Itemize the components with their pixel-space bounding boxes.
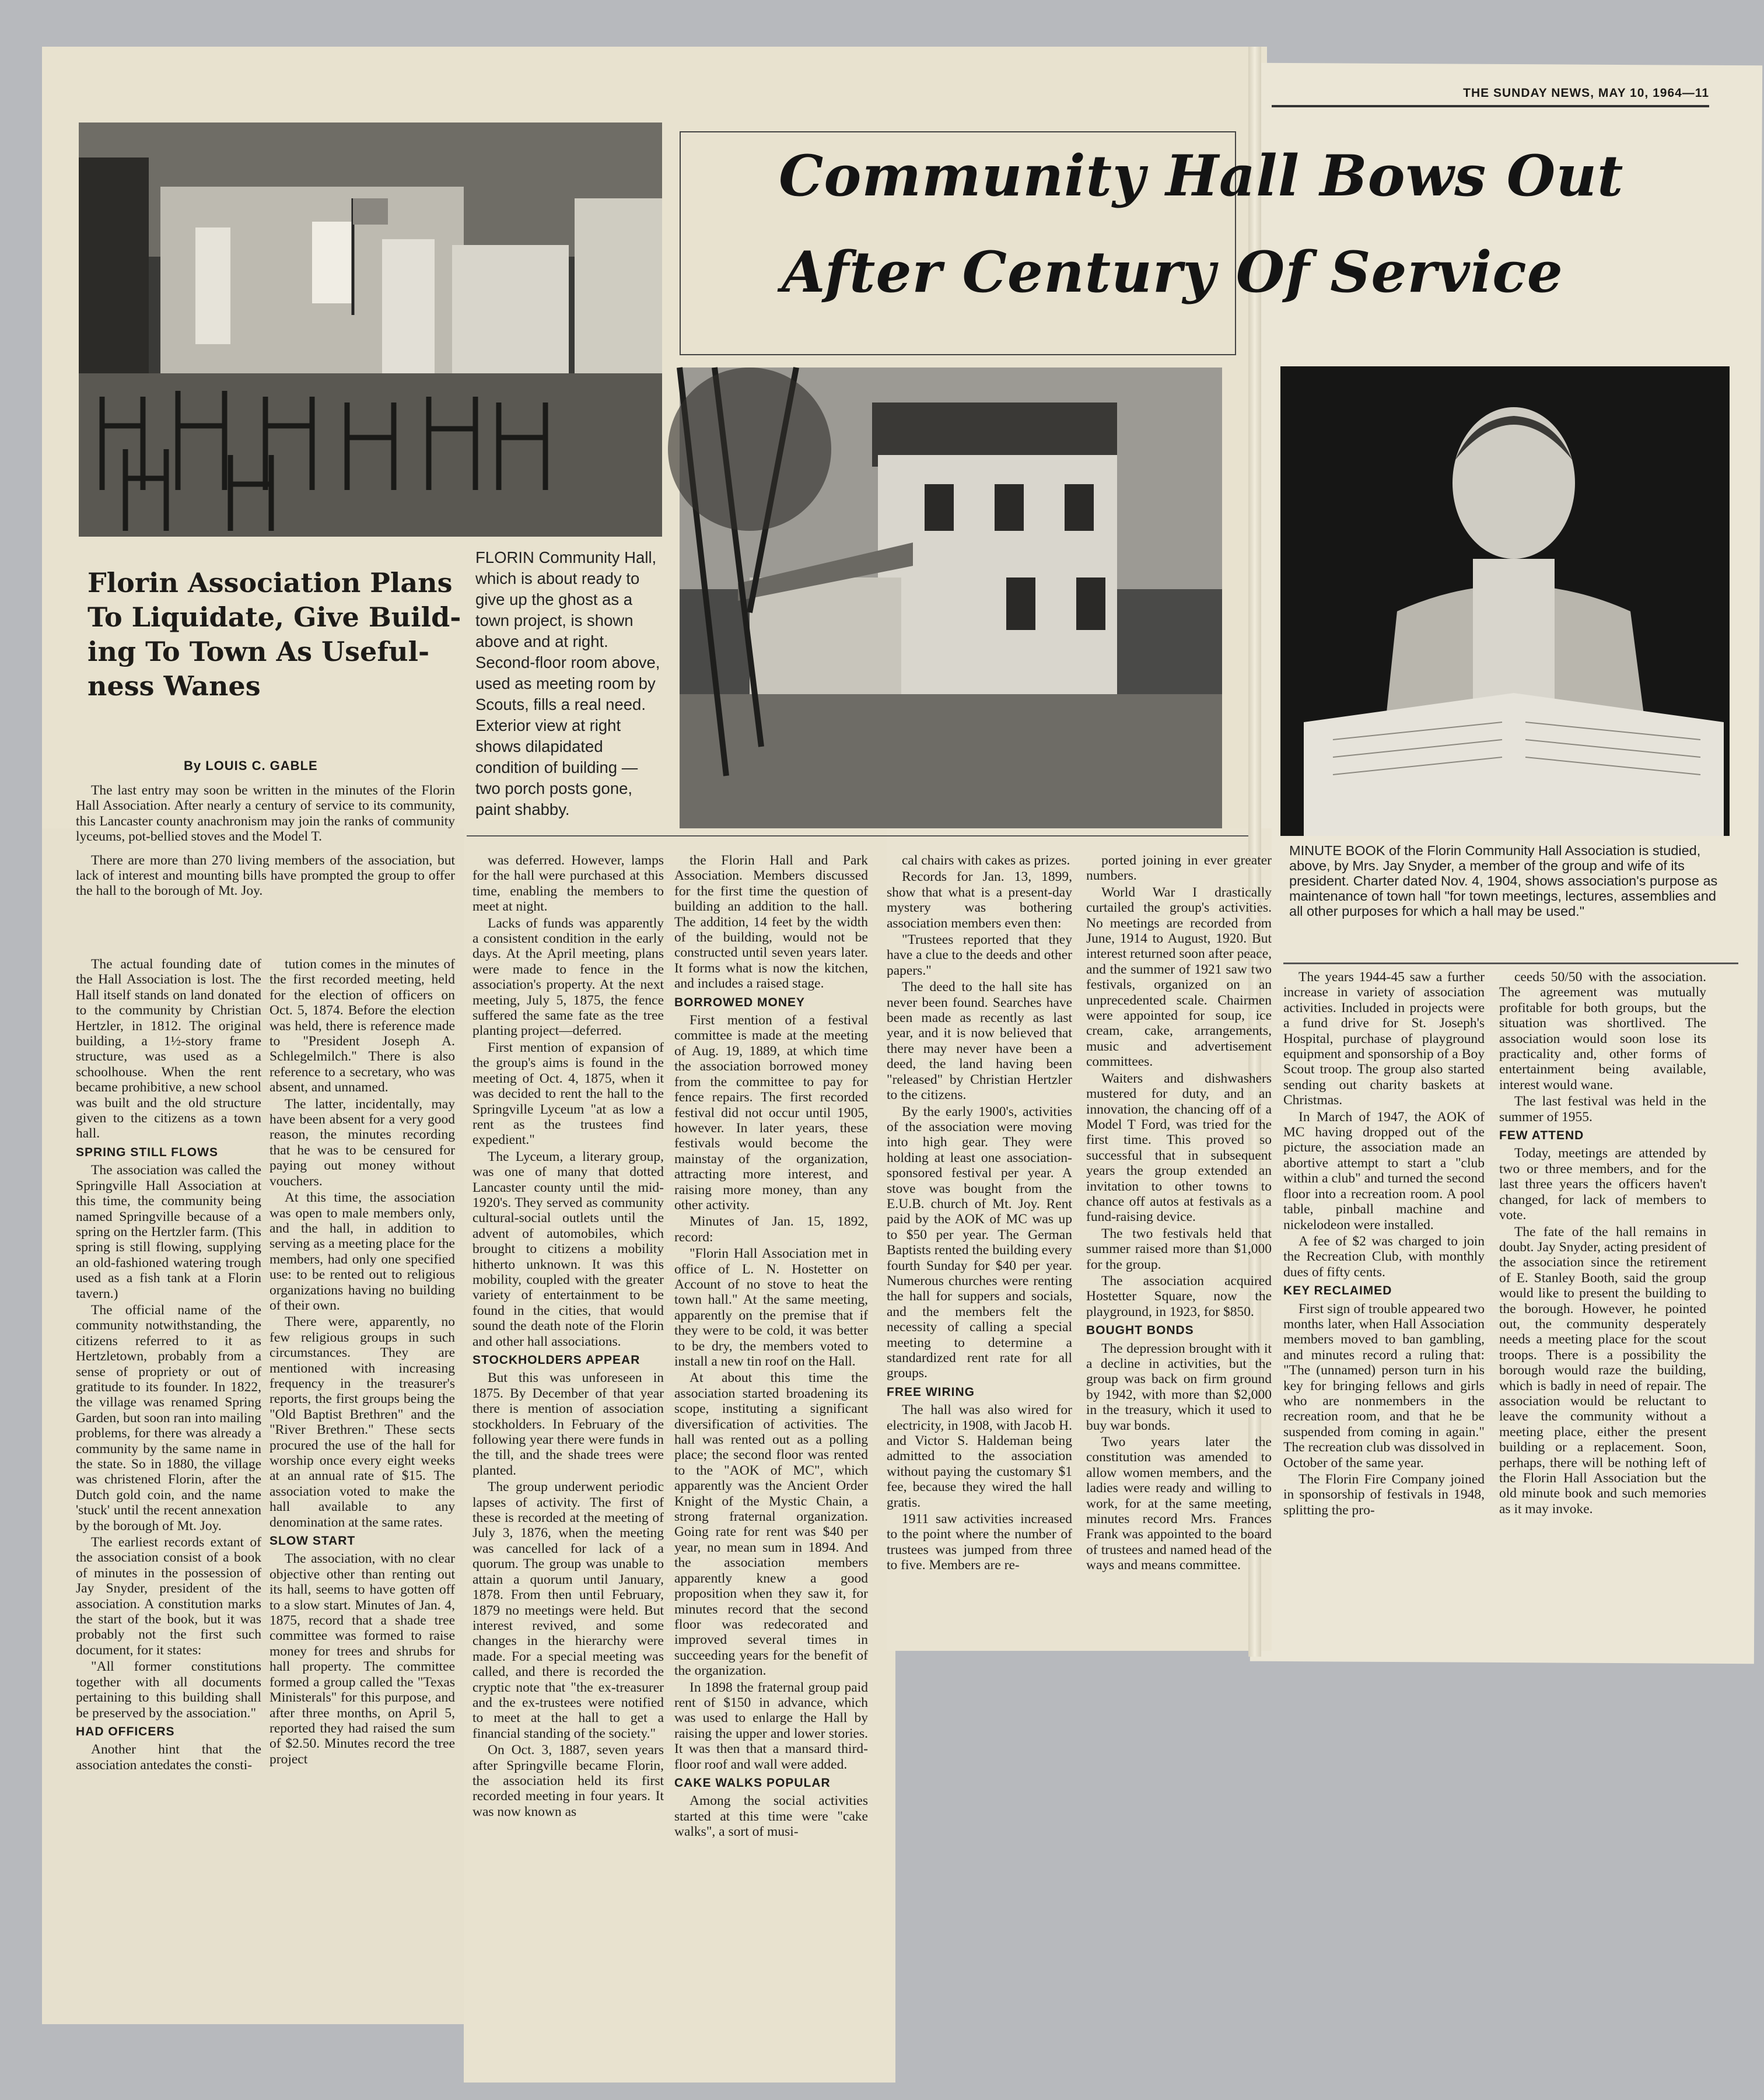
article-paragraph: The association acquired Hostetter Square, now the playground, in 1923, for $850. (1086, 1273, 1272, 1320)
article-paragraph: Lacks of funds was apparently a consistent condition in the early days. At the April meeting, plans were made to fence in the association's property. At the next meeting, July 5, 1875, the fence suffered the same fate as the tree planting project—deferred. (473, 915, 664, 1039)
article-paragraph: Two years later the constitution was amended to allow women members, and the ladies were ready and willing to work, for at the same meeting, minutes record Mrs. Frances Frank was appointed to the board of trustees and named head of the ways and means committee. (1086, 1434, 1272, 1573)
intro-paragraph: The last entry may soon be written in the minutes of the Florin Hall Association. After nearly a century of service to its community, this Lancaster county anachronism may join the ranks of community lyceums, pot-bellied stoves and the Model T. (76, 783, 455, 845)
section-heading: SPRING STILL FLOWS (76, 1145, 218, 1159)
subhead-line-3: ing To Town As Useful- (88, 636, 430, 667)
masthead-rule (1272, 105, 1709, 107)
article-column-8 (1499, 970, 1706, 1646)
article-column-3 (473, 853, 664, 1973)
article-column-7 (1283, 970, 1485, 1646)
section-heading: CAKE WALKS POPULAR (674, 1776, 831, 1790)
article-paragraph: The deed to the hall site has never been found. Searches have been made as recently as last year, and it is now believed that there may never have been a deed, the land having been "released" by Christian Hertzler to the citizens. (887, 979, 1072, 1103)
article-paragraph: The last festival was held in the summer of 1955. (1499, 1094, 1706, 1125)
article-paragraph: A fee of $2 was charged to join the Recreation Club, with monthly dues of fifty cents. (1283, 1233, 1485, 1280)
article-column-5 (887, 853, 1072, 1652)
article-paragraph: The actual founding date of the Hall Association is lost. The Hall itself stands on land donated to the community by Christian Hertzler, in 1812. The original building, a 1½-story frame structure, was used as a schoolhouse. When the rent became prohibitive, a new school was built and the old structure given to the citizens as a town hall. (76, 957, 261, 1142)
article-paragraph: By the early 1900's, activities of the association were moving into high gear. They were holding at least one association-sponsored festival per year. A stove was bought from the E.U.B. church of Mt. Joy. Rent paid by the AOK of MC was up to $50 per year. The German Baptists rented the building every fourth Sunday for $40 per year. Numerous churches were renting the hall for suppers and socials, and the members felt the necessity of calling a special meeting to determine a standardized rent rate for all groups. (887, 1104, 1072, 1381)
article-paragraph: But this was unforeseen in 1875. By December of that year there is mention of association stockholders. In February of the following year there were funds in the till, and the shade trees were planted. (473, 1370, 664, 1478)
article-paragraph: The two festivals held that summer raised more than $1,000 for the group. (1086, 1226, 1272, 1272)
article-paragraph: The fate of the hall remains in doubt. Jay Snyder, acting president of the association since the retirement of E. Stanley Booth, said the group would like to present the building to the borough. However, he pointed out, the community desperately needs a meeting place for the scout troops. There is a possibility the borough would raze the building, which is badly in need of repair. The association would be reluctant to leave the community without a meeting place, either the present building or a replacement. Soon, perhaps, there will be nothing left of the Florin Hall Association but the old minute book and such memories as it may invoke. (1499, 1224, 1706, 1517)
article-paragraph: The years 1944-45 saw a further increase in variety of association activities. Included in projects were a fund drive for St. Joseph's Hospital, purchase of playground equipment and sponsorship of a Boy Scout troop. The group also started sending out charity baskets at Christmas. (1283, 970, 1485, 1108)
article-paragraph: The association was called the Springville Hall Association at this time, the community being named Springville because of a spring on the Hertzler farm. (This spring is still flowing, supplying an old-fashioned watering trough used as a fish tank at a Florin tavern.) (76, 1163, 261, 1301)
article-paragraph: "All former constitutions together with all documents pertaining to this building shall be preserved by the association." (76, 1659, 261, 1721)
hall-caption: FLORIN Community Hall, which is about ready to give up the ghost as a town project, is shown above and at right. Second-floor room above, used as meeting room by Scouts, fills a real need. Exterior view at right shows dilapidated condition of building — two porch posts gone, paint shabby. (475, 548, 660, 818)
column-rule-top (467, 835, 1248, 836)
section-heading: SLOW START (270, 1534, 356, 1548)
article-paragraph: At about this time the association started broadening its scope, instituting a significant diversification of activities. The hall was rented out as a polling place; the second floor was rented to the "AOK of MC", which apparently was the Ancient Order Knight of the Mystic Chain, a strong fraternal organization. Going rate for rent was $40 per year, no mean sum in 1894. And the association members apparently knew a good proposition when they saw it, for minutes record that the second floor was redecorated and improved several times in succeeding years for the benefit of the organization. (674, 1370, 868, 1679)
article-paragraph: Records for Jan. 13, 1899, show that what is a present-day mystery was bothering association members even then: (887, 869, 1072, 931)
article-paragraph: Among the social activities started at this time were "cake walks", a sort of musi- (674, 1793, 868, 1840)
article-paragraph: The official name of the community notwithstanding, the citizens referred to it as Hertzletown, probably from a sense of propriety or out of gratitude to its founder. In 1822, the village was renamed Spring Garden, but soon ran into mailing problems, for there was already a community by the same name in the state. So in 1880, the village was christened Florin, after the Dutch gold coin, and the name 'stuck' until the recent annexation by the borough of Mt. Joy. (76, 1302, 261, 1534)
photo-hall-exterior (680, 368, 1222, 828)
article-paragraph: The Lyceum, a literary group, was one of many that dotted Lancaster county until the mid-1920's. They served as community cultural-social outlets until the advent of automobiles, which brought to citizens a mobility hitherto unknown. It was this mobility, coupled with the greater variety of entertainment to be found in the cities, that would sound the death note of the Florin and other hall associations. (473, 1149, 664, 1349)
subhead-line-1: Florin Association Plans (88, 567, 453, 598)
article-paragraph: "Trustees reported that they have a clue to the deeds and other papers." (887, 932, 1072, 978)
article-paragraph: Minutes of Jan. 15, 1892, record: (674, 1214, 868, 1245)
headline-line-2: After Century Of Service (782, 239, 1563, 305)
article-paragraph: First mention of a festival committee is made at the meeting of Aug. 19, 1889, at which time the association borrowed money from the committee to pay for fence repairs. The first recorded festival did not occur until 1905, however. In later years, these festivals would become the mainstay of the organization, attracting more interest, and raising more money, than any other activity. (674, 1013, 868, 1213)
headline-line-1: Community Hall Bows Out (779, 143, 1624, 209)
article-paragraph: World War I drastically curtailed the group's activities. No meetings are recorded from June, 1914 to August, 1920. But interest returned soon after peace, and the summer of 1921 saw two festivals, organized on an unprecedented scale. Chairmen were appointed for soup, ice cream, cake, arrangements, music and advertisement committees. (1086, 884, 1272, 1070)
article-paragraph: tution comes in the minutes of the first recorded meeting, held for the election of officers on Oct. 5, 1874. Before the election was held, there is reference made to "President Joseph A. Schlegelmilch." There is also reference to a secretary, who was absent, and unnamed. (270, 957, 455, 1096)
article-paragraph: "Florin Hall Association met in office of L. N. Hostetter on Account of no stove to heat the town hall." At the same meeting, apparently on the premise that if they were to be cold, it was better to be dry, the members voted to install a new tin roof on the Hall. (674, 1246, 868, 1369)
subhead-line-2: To Liquidate, Give Build- (88, 601, 461, 633)
caption-rule (1283, 963, 1738, 964)
article-paragraph: ceeds 50/50 with the association. The agreement was mutually profitable for both groups, but the situation was shortlived. The association would soon lose its practicality and, other forms of entertainment being available, interest would wane. (1499, 970, 1706, 1093)
intro-paragraph: There are more than 270 living members of the association, but lack of interest and mounting bills have prompted the group to offer the hall to the borough of Mt. Joy. (76, 852, 455, 899)
article-paragraph: First mention of expansion of the group's aims is found in the meeting of Oct. 4, 1875, when it was decided to rent the hall to the Springville Lyceum "at as low a rent as the trustees find expedient." (473, 1040, 664, 1148)
intro-text (76, 783, 455, 952)
photo-mrs-snyder (1280, 366, 1730, 836)
article-column-1 (76, 957, 261, 1919)
article-paragraph: On Oct. 3, 1887, seven years after Springville became Florin, the association held its first recorded meeting in four years. It was now known as (473, 1742, 664, 1819)
subhead-line-4: ness Wanes (88, 670, 261, 702)
article-paragraph: In March of 1947, the AOK of MC having dropped out of the picture, the association made an abortive attempt to start a "club within a club" and turned the second floor into a recreation room. A pool table, pinball machine and nickelodeon were installed. (1283, 1109, 1485, 1233)
section-heading: FREE WIRING (887, 1385, 975, 1399)
article-paragraph: ported joining in ever greater numbers. (1086, 853, 1272, 884)
article-paragraph: cal chairs with cakes as prizes. (902, 853, 1070, 868)
photo-meeting-room (79, 123, 662, 537)
article-paragraph: The depression brought with it a decline in activities, but the group was back on firm ground by 1942, with more than $2,000 in the treasury, which it used to buy war bonds. (1086, 1340, 1272, 1433)
article-paragraph: 1911 saw activities increased to the point where the number of trustees was jumped from three to five. Members are re- (887, 1511, 1072, 1573)
section-heading: FEW ATTEND (1499, 1129, 1584, 1143)
article-paragraph: The earliest records extant of the association consist of a book of minutes in the possession of Jay Snyder, president of the association. A constitution marks the start of the book, but it was probably not the first such document, for it states: (76, 1535, 261, 1658)
article-column-4 (674, 853, 868, 2066)
minute-book-caption: MINUTE BOOK of the Florin Community Hall Association is studied, above, by Mrs. Jay Snyder, a member of the group and wife of its president. Charter dated Nov. 4, 1904, shows association's purpose as maintenance of town hall "for town meetings, lectures, assemblies and all other purposes for which a hall may be used." (1289, 843, 1718, 919)
article-paragraph: The latter, incidentally, may have been absent for a very good reason, the minutes recording that he was to be censured for paying out money without vouchers. (270, 1096, 455, 1189)
article-paragraph: There were, apparently, no few religious groups in such circumstances. They are mentioned with increasing frequency in the treasurer's reports, the first groups being the "Old Baptist Brethren" and the "River Brethren." These sects procured the use of the hall for worship once every eight weeks at an annual rate of $15. The association voted to make the hall available to any denomination at the same rates. (270, 1314, 455, 1530)
article-paragraph: the Florin Hall and Park Association. Members discussed for the first time the question of building an addition to the hall. The addition, 14 feet by the width of the building, would not be constructed until seven years later. It forms what is now the kitchen, and includes a raised stage. (674, 853, 868, 992)
article-paragraph: was deferred. However, lamps for the hall were purchased at this time, enabling the members to meet at night. (473, 853, 664, 915)
section-heading: KEY RECLAIMED (1283, 1284, 1392, 1298)
section-heading: HAD OFFICERS (76, 1724, 175, 1738)
article-column-2 (270, 957, 455, 1767)
section-heading: BOUGHT BONDS (1086, 1324, 1194, 1338)
article-column-6 (1086, 853, 1272, 1646)
article-paragraph: In 1898 the fraternal group paid rent of $150 in advance, which was used to enlarge the Hall by raising the upper and lower stories. It was then that a mansard third-floor roof and wall were added. (674, 1679, 868, 1772)
article-paragraph: The association, with no clear objective other than renting out its hall, seems to have gotten off to a slow start. Minutes of Jan. 4, 1875, record that a shade tree committee was formed to raise money for trees and shrubs for hall property. The committee formed a group called the "Texas Ministerals" for this purpose, and after three months, on April 5, reported they had raised the sum of $2.50. Minutes record the tree project (270, 1551, 455, 1767)
article-paragraph: The hall was also wired for electricity, in 1908, with Jacob H. and Victor S. Haldeman being admitted to the association without paying the customary $1 fee, because they wired the hall gratis. (887, 1402, 1072, 1510)
article-paragraph: The Florin Fire Company joined in sponsorship of festivals in 1948, splitting the pro- (1283, 1472, 1485, 1518)
article-paragraph: At this time, the association was open to male members only, and the hall, in addition to serving as a meeting place for the members, had only one specified use: to be rented out to religious organizations having no building of their own. (270, 1190, 455, 1313)
article-paragraph: The group underwent periodic lapses of activity. The first of these is recorded at the meeting of July 3, 1876, when the meeting was cancelled for lack of a quorum. The group was unable to attain a quorum until January, 1878. From then until February, 1879 no meetings were held. But interest revived, and some changes in the hierarchy were made. For a special meeting was called, and there is recorded the cryptic note that "the ex-treasurer and the ex-trustees were notified to meet at the hall to get a financial standing of the society." (473, 1479, 664, 1741)
section-heading: BORROWED MONEY (674, 995, 805, 1009)
article-paragraph: Today, meetings are attended by two or three members, and for the last three years the officers haven't changed, for lack of members to vote. (1499, 1146, 1706, 1223)
article-paragraph: Another hint that the association antedates the consti- (76, 1742, 261, 1773)
section-heading: STOCKHOLDERS APPEAR (473, 1353, 640, 1367)
article-paragraph: Waiters and dishwashers mustered for duty, and an innovation, the chancing off of a Model T Ford, was tried for the first time. This proved so successful that in subsequent years the group extended an invitation to other towns to chance off autos at festivals as a fund-raising device. (1086, 1070, 1272, 1225)
article-paragraph: First sign of trouble appeared two months later, when Hall Association members moved to ban gambling, and minutes record a ruling that: "The (unnamed) person turn in his key for bringing fellows and girls who are nonmembers in the recreation room, and that he be suspended from coming in again." The recreation club was dissolved in October of the same year. (1283, 1301, 1485, 1471)
byline: By LOUIS C. GABLE (184, 758, 318, 773)
subhead (88, 566, 473, 704)
page-masthead: THE SUNDAY NEWS, MAY 10, 1964—11 (1463, 86, 1709, 100)
